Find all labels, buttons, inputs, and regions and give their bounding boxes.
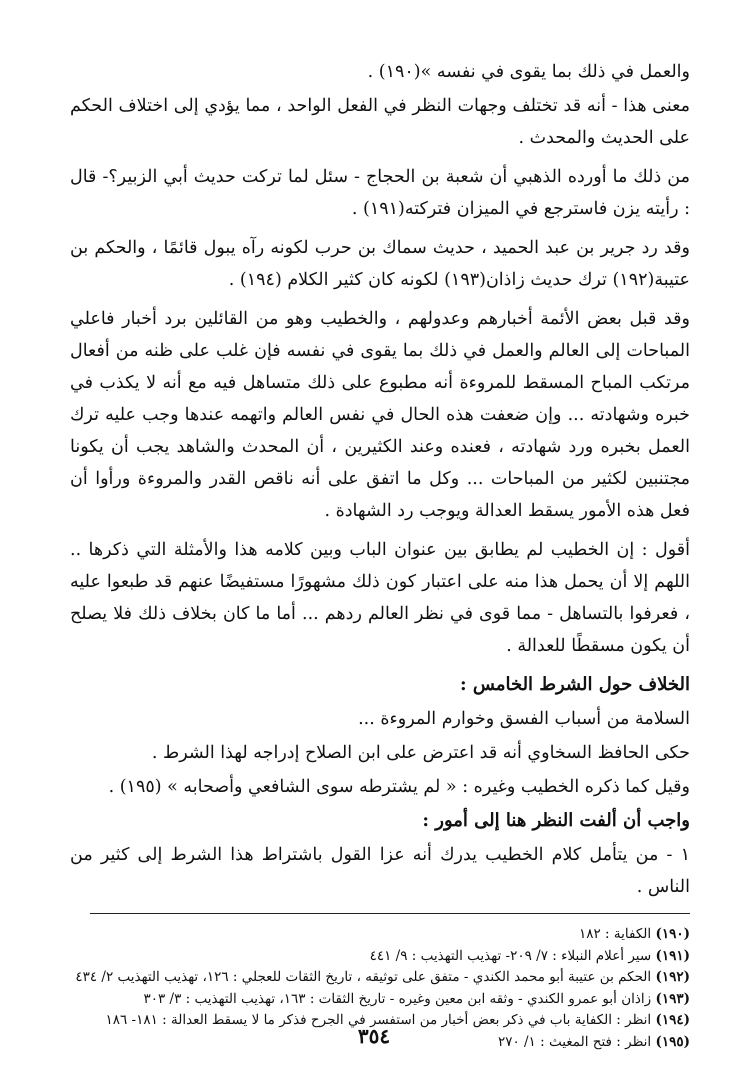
body-paragraph-7: السلامة من أسباب الفسق وخوارم المروءة ... bbox=[358, 709, 690, 729]
section-heading: الخلاف حول الشرط الخامس : bbox=[459, 674, 690, 695]
body-paragraph-6: أقول : إن الخطيب لم يطابق بين عنوان الباب وبين كلامه هذا والأمثلة التي ذكرها .. اللهم إلا أن يحمل هذا منه على اعتبار كون ذلك مشهورًا مستفيضًا عنهم قد طبعوا عليه ، فعرفوا بالتساهل - مما قوى في نظر العالم ردهم ... أما ما كان بخلاف ذلك فلا يصلح أن يكون مسقطًا للعدالة . bbox=[70, 540, 690, 656]
body-paragraph-10: ١ - من يتأمل كلام الخطيب يدرك أنه عزا القول باشتراط هذا الشرط إلى كثير من الناس . bbox=[70, 845, 690, 897]
footnote-text: سير أعلام النبلاء : ٧/ ٢٠٩- تهذيب التهذيب : ٩/ ٤٤١ bbox=[369, 947, 652, 964]
footnote-number: (١٩٥) bbox=[655, 1033, 690, 1050]
footnote-number: (١٩٣) bbox=[655, 990, 690, 1007]
body-paragraph-8: حكى الحافظ السخاوي أنه قد اعترض على ابن الصلاح إدراجه لهذا الشرط . bbox=[151, 743, 690, 763]
footnote-text: زاذان أبو عمرو الكندي - وثقه ابن معين وغيره - تاريخ الثقات : ١٦٣، تهذيب التهذيب : ٣/ ٣٠٣ bbox=[143, 990, 652, 1007]
body-paragraph-5: وقد قبل بعض الأئمة أخبارهم وعدولهم ، والخطيب وهو من القائلين برد أخبار فاعلي المباحات إلى العالم والعمل في ذلك بما يقوى في نفسه فإن غلب على ظنه من أفعال مرتكب المباح المسقط للمروءة أنه مطبوع على ذلك متساهل فيه مع أنه لا يكذب في خبره وشهادته ... وإن ضعفت هذه الحال في نفس العالم واتهمه عندها وجب عليه ترك العمل بخبره ورد شهادته ، فعنده وعند الكثيرين ، أن المحدث والشاهد يجب أن يكونا مجتنبين لكثير من المباحات ... وكل ما اتفق على أنه ناقص القدر والمروءة ورأوا أن فعل هذه الأمور يسقط العدالة ويوجب رد الشهادة . bbox=[70, 309, 690, 521]
footnote-number: (١٩٤) bbox=[655, 1012, 690, 1028]
footnote bbox=[70, 967, 690, 989]
footnote-number: (١٩٢) bbox=[655, 969, 690, 985]
footnote-divider bbox=[90, 913, 690, 914]
body-paragraph-4: وقد رد جرير بن عبد الحميد ، حديث سماك بن حرب لكونه رآه يبول قائمًا ، والحكم بن عتيبة(١٩٢) ترك حديث زاذان(١٩٣) لكونه كان كثير الكلام (١٩٤) . bbox=[70, 238, 690, 290]
body-paragraph-9: وقيل كما ذكره الخطيب وغيره : « لم يشترطه سوى الشافعي وأصحابه » (١٩٥) . bbox=[108, 777, 690, 797]
footnote-number: (١٩٠) bbox=[655, 926, 690, 942]
footnote-number: (١٩١) bbox=[655, 947, 690, 964]
subsection-heading: واجب أن ألفت النظر هنا إلى أمور : bbox=[422, 810, 690, 831]
body-paragraph-1: والعمل في ذلك بما يقوى في نفسه »(١٩٠) . bbox=[367, 62, 690, 82]
footnote-text: انظر : الكفاية باب في ذكر بعض أخبار من استفسر في الجرح فذكر ما لا يسقط العدالة : ١٨١- ١٨٦ bbox=[105, 1012, 652, 1028]
footnote-text: انظر : فتح المغيث : ١/ ٢٧٠ bbox=[497, 1033, 652, 1050]
footnote-text: الكفاية : ١٨٢ bbox=[579, 926, 652, 942]
footnote bbox=[70, 946, 690, 968]
page-number: ٣٥٤ bbox=[357, 1024, 391, 1048]
footnote bbox=[70, 924, 690, 946]
body-paragraph-2: معنى هذا - أنه قد تختلف وجهات النظر في الفعل الواحد ، مما يؤدي إلى اختلاف الحكم على الحديث والمحدث . bbox=[70, 96, 690, 148]
footnote bbox=[70, 989, 690, 1011]
footnote-text: الحكم بن عتيبة أبو محمد الكندي - متفق على توثيقه ، تاريخ الثقات للعجلي : ١٢٦، تهذيب التهذيب ٢/ ٤٣٤ bbox=[75, 969, 652, 985]
body-paragraph-3: من ذلك ما أورده الذهبي أن شعبة بن الحجاج - سئل لما تركت حديث أبي الزبير؟- قال : رأيته يزن فاسترجع في الميزان فتركته(١٩١) . bbox=[70, 167, 690, 219]
